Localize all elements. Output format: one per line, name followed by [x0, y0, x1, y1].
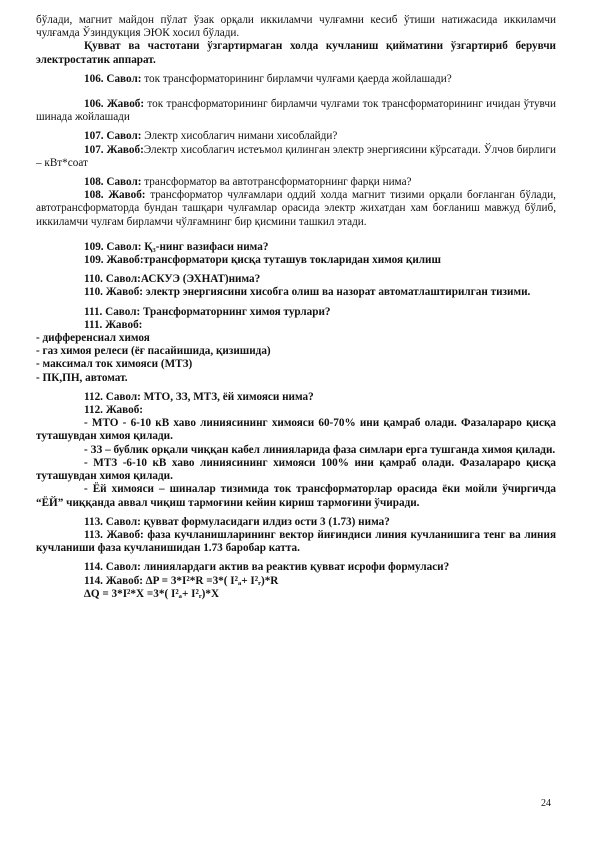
- question-110: 110. Савол:АСКУЭ (ЭХНАТ)нима?: [84, 273, 261, 286]
- answer-label: 108. Жавоб:: [84, 189, 146, 202]
- answer-text: Электр хисоблагич истеъмол қилинган электр энергиясини кўрсатади. Ўлчов бирлиги – кВт*соат: [36, 143, 556, 169]
- list-item: - максимал ток химояси (МТЗ): [36, 358, 193, 371]
- answer-114-formula: 114. Жавоб: ∆P = 3*I²*R =3*( I²ₐ+ I²ᵣ)*R: [84, 574, 279, 587]
- question-113: 113. Савол: қувват формуласидаги илдиз ости 3 (1.73) нима?: [84, 515, 390, 528]
- question-111: 111. Савол: Трансформаторнинг химоя турлари?: [84, 305, 331, 318]
- paragraph-definition: Қувват ва частотани ўзгартирмаган холда кучланиш қийматини ўзгартириб берувчи электростатик аппарат.: [36, 40, 556, 66]
- page-number: 24: [541, 798, 551, 809]
- answer-label: 107. Жавоб:: [84, 143, 144, 156]
- question-label: 108. Савол:: [84, 176, 142, 189]
- list-item: - МТЗ -6-10 кВ хаво линиясининг химояси 100% ини қамраб олади. Фазалараро қисқа туташувдан химоя қилади.: [36, 456, 556, 483]
- question-109: 109. Савол: Қ₃-нинг вазифаси нима?: [84, 240, 269, 253]
- question-108: [36, 176, 556, 189]
- answer-110: 110. Жавоб: электр энергиясини хисобга олиш ва назорат автоматлаштирилган тизими.: [84, 286, 531, 299]
- paragraph-continuation: бўлади, магнит майдон пўлат ўзак орқали иккиламчи чулғамни кесиб ўтиши натижасида иккиламчи чулғамда Ўзиндукция ЭЮК хосил бўлади.: [36, 14, 556, 40]
- list-item: - дифференсиал химоя: [36, 332, 150, 345]
- question-text: ток трансформаторининг бирламчи чулғами қаерда жойлашади?: [141, 72, 452, 85]
- question-label: 107. Савол:: [84, 130, 142, 143]
- answer-108: [36, 189, 556, 229]
- list-item: - ЗЗ – бублик орқали чиққан кабел линияларида фаза симлари ерга тушганда химоя қилади.: [84, 443, 556, 456]
- answer-text: трансформатор чулғамлари оддий холда магнит тизими орқали боғланган бўлади, автотрансформаторда бундан ташқари чулғамлар орасида электр жихатдан хам боғланиш мавжуд бўлиб, иккиламчи чулғам бирламчи чўлғамнинг бир қисмини ташкил этади.: [36, 189, 556, 228]
- list-item: - газ химоя релеси (ёғ пасайишида, қизишида): [36, 345, 271, 358]
- answer-109: 109. Жавоб:трансформатори қисқа туташув токларидан химоя қилиш: [84, 254, 441, 267]
- list-item: - Ёй химояси – шиналар тизимида ток трансформаторлар орасида ёки мойли ўчиргичда “ЁЙ” чиққанда аввал чиқиш тармоғини кейин кириш тармоғини ўчиради.: [36, 483, 556, 509]
- answer-label: 106. Жавоб:: [84, 98, 145, 111]
- question-text: трансформатор ва автотрансформаторнинг фарқи нима?: [141, 176, 412, 189]
- question-label: 106. Савол:: [84, 72, 142, 85]
- question-106: [36, 73, 556, 86]
- question-107: [36, 130, 556, 143]
- formula-reactive-loss: ∆Q = 3*I²*X =3*( I²ₐ+ I²ᵣ)*X: [84, 587, 220, 600]
- document-page: [36, 14, 556, 601]
- list-item: - ПК,ПН, автомат.: [36, 371, 128, 384]
- answer-107: [36, 144, 556, 170]
- question-112: 112. Савол: МТО, ЗЗ, МТЗ, ёй химояси нима?: [84, 390, 314, 403]
- question-text: Электр хисоблагич нимани хисоблайди?: [141, 130, 338, 143]
- answer-112-label: 112. Жавоб:: [84, 404, 144, 417]
- answer-113: 113. Жавоб: фаза кучланишларининг вектор йиғиндиси линия кучланишига тенг ва линия кучланиши фаза кучланишидан 1.73 баробар катта.: [36, 528, 556, 555]
- question-114: 114. Савол: линиялардаги актив ва реактив қувват исрофи формуласи?: [84, 561, 450, 574]
- answer-text: ток трансформаторининг бирламчи чулғами ток трансформаторининг ичидан ўтувчи шинада жойлашади: [36, 98, 557, 124]
- answer-111-label: 111. Жавоб:: [84, 318, 143, 331]
- list-item: - МТО - 6-10 кВ хаво линиясининг химояси 60-70% ини қамраб олади. Фазалараро қисқа туташувдан химоя қилади.: [36, 417, 556, 443]
- answer-106: [36, 98, 556, 124]
